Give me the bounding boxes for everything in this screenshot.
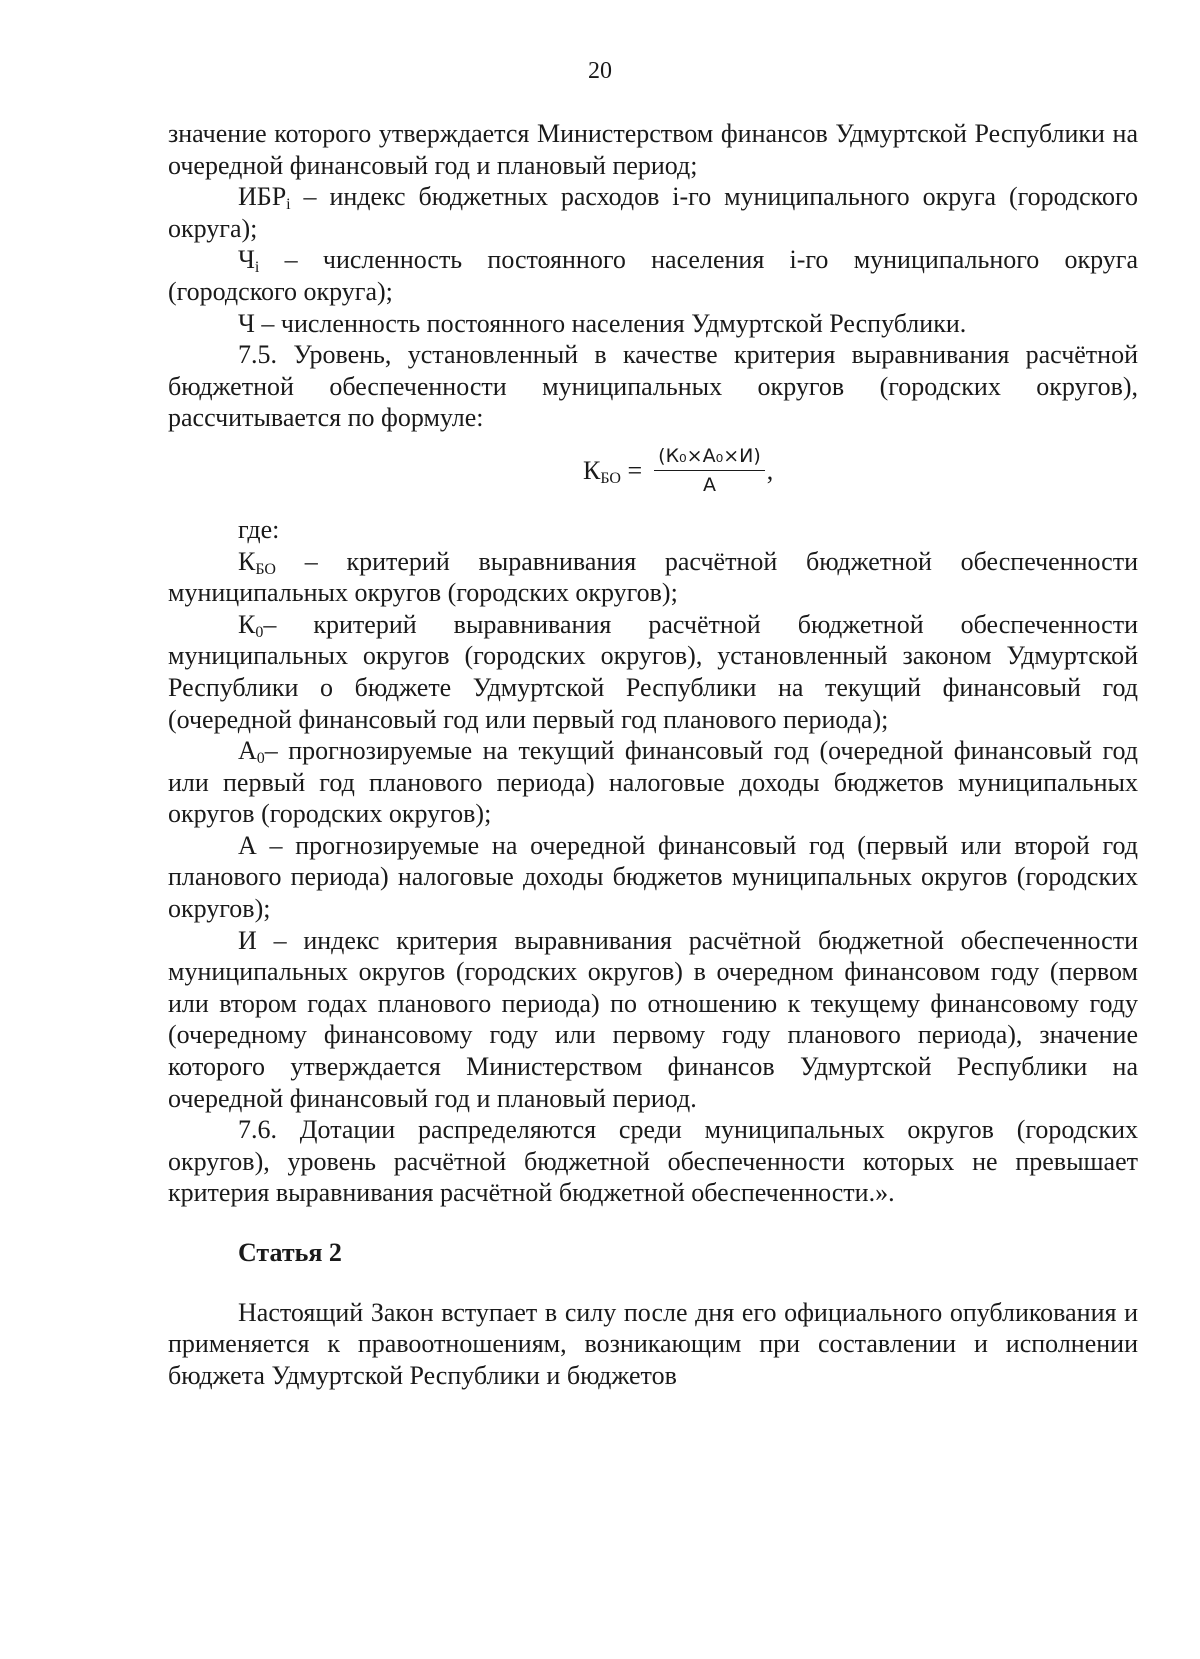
spacer — [168, 1209, 1138, 1237]
formula-fraction — [654, 444, 765, 497]
definition-a0 — [168, 735, 1138, 830]
symbol-ch: Ч — [238, 245, 255, 275]
symbol-kbo: К — [238, 546, 256, 576]
formula-denominator: А — [702, 473, 716, 496]
definition-ch-i — [168, 244, 1138, 307]
formula-comma: , — [766, 455, 774, 485]
article-heading: Статья 2 — [238, 1238, 342, 1267]
page-number: 20 — [588, 58, 612, 84]
document-body — [168, 118, 1138, 1391]
definition-k0 — [168, 609, 1138, 735]
formula-block — [168, 444, 1138, 508]
formula-numerator: (К₀×А₀×И) — [654, 444, 765, 471]
definition-a0-text: – прогнозируемые на текущий финансовый год (очередной финансовый год или первый год планового периода) налоговые доходы бюджетов муниципальных округов (городских округов); — [168, 736, 1138, 829]
article-2-text: Настоящий Закон вступает в силу после дня его официального опубликования и применяется к правоотношениям, возникающим при составлении и исполнении бюджета Удмуртской Республики и бюджетов — [168, 1297, 1138, 1390]
where-label: где: — [238, 514, 280, 544]
paragraph-7-5: 7.5. Уровень, установленный в качестве критерия выравнивания расчётной бюджетной обеспеченности муниципальных округов (городских округов), рассчитывается по формуле: — [168, 340, 1138, 433]
symbol-ch-subscript: i — [254, 259, 260, 277]
symbol-a0: А — [238, 736, 257, 766]
definition-kbo — [168, 546, 1138, 609]
definition-ibr-text: – индекс бюджетных расходов i-го муниципального округа (городского округа); — [168, 182, 1139, 243]
symbol-k0: К — [238, 609, 256, 639]
formula-equals: = — [627, 455, 643, 485]
paragraph-continuation: значение которого утверждается Министерством финансов Удмуртской Республики на очередной финансовый год и плановый период; — [168, 119, 1138, 180]
definition-ch: Ч – численность постоянного населения Удмуртской Республики. — [238, 308, 967, 338]
formula-lhs — [583, 455, 642, 487]
symbol-a0-subscript: 0 — [256, 750, 265, 768]
definition-a: А – прогнозируемые на очередной финансовый год (первый или второй год планового периода) налоговые доходы бюджетов муниципальных округов (городских округов); — [168, 830, 1138, 924]
symbol-ibr: ИБР — [238, 182, 287, 212]
spacer — [168, 1269, 1138, 1297]
definition-ibr — [168, 181, 1138, 244]
definition-ch-i-text: – численность постоянного населения i-го муниципального округа (городского округа); — [168, 245, 1139, 306]
symbol-ibr-subscript: i — [286, 196, 291, 214]
formula-lhs-subscript: БО — [600, 469, 621, 487]
paragraph-7-6: 7.6. Дотации распределяются среди муниципальных округов (городских округов), уровень расчётной бюджетной обеспеченности которых не превышает критерия выравнивания расчётной бюджетной обеспеченности.». — [168, 1115, 1138, 1208]
definition-kbo-text: – критерий выравнивания расчётной бюджетной обеспеченности муниципальных округов (городских округов); — [168, 546, 1138, 608]
symbol-k0-subscript: 0 — [255, 623, 264, 641]
definition-k0-text: – критерий выравнивания расчётной бюджетной обеспеченности муниципальных округов (городских округов), установленный законом Удмуртской Республики о бюджете Удмуртской Республики на текущий финансовый год (очередной финансовый год или первый год планового периода); — [168, 609, 1138, 734]
formula-lhs-symbol: К — [583, 455, 601, 485]
symbol-kbo-subscript: БО — [255, 560, 276, 578]
formula — [583, 444, 773, 497]
definition-i: И – индекс критерия выравнивания расчётной бюджетной обеспеченности муниципальных округов (городских округов) в очередном финансовом году (первом или втором годах планового периода) по отношению к текущему финансовому году (очередному финансовому году или первому году планового периода), значение которого утверждается Министерством финансов Удмуртской Республики на очередной финансовый год и плановый период. — [168, 925, 1138, 1113]
